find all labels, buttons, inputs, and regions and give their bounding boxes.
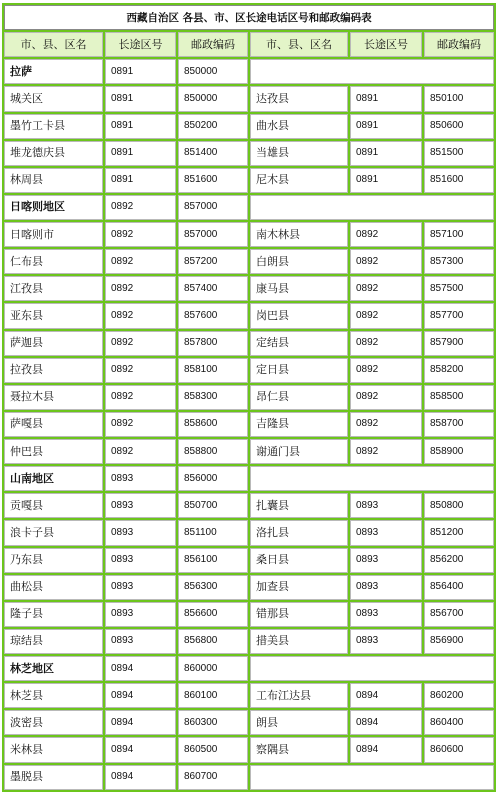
- zip-code: 858700: [424, 412, 494, 437]
- county-name: 扎囊县: [250, 493, 348, 518]
- county-name: 工布江达县: [250, 683, 348, 708]
- county-name: 洛扎县: [250, 520, 348, 545]
- county-name: 拉孜县: [4, 358, 103, 383]
- region-area-code: 0892: [105, 195, 176, 220]
- area-code: 0893: [105, 548, 176, 573]
- zip-code: 850600: [424, 114, 494, 139]
- area-code: 0893: [350, 520, 422, 545]
- blank-cell: [250, 195, 494, 220]
- zip-code: 850700: [178, 493, 248, 518]
- county-name: 林周县: [4, 168, 103, 193]
- zip-code: 860500: [178, 737, 248, 762]
- table-row: [4, 303, 494, 328]
- zip-code: 858300: [178, 385, 248, 410]
- zip-code: 860400: [424, 710, 494, 735]
- area-code: 0891: [105, 114, 176, 139]
- table-row: [4, 385, 494, 410]
- region-zip-code: 860000: [178, 656, 248, 681]
- region-name: 山南地区: [4, 466, 103, 491]
- area-code: 0894: [350, 710, 422, 735]
- table-row: [4, 412, 494, 437]
- county-name: 日喀则市: [4, 222, 103, 247]
- county-name: 康马县: [250, 276, 348, 301]
- county-name: 乃东县: [4, 548, 103, 573]
- zip-code: 856800: [178, 629, 248, 654]
- table-row: [4, 276, 494, 301]
- county-name: 琼结县: [4, 629, 103, 654]
- header-area-code-2: 长途区号: [350, 32, 422, 57]
- zip-code: 857500: [424, 276, 494, 301]
- area-code: 0893: [105, 493, 176, 518]
- area-code: 0891: [350, 114, 422, 139]
- county-name: 堆龙德庆县: [4, 141, 103, 166]
- area-code: 0891: [350, 141, 422, 166]
- region-zip-code: 857000: [178, 195, 248, 220]
- zip-code: 857200: [178, 249, 248, 274]
- area-code: 0892: [105, 222, 176, 247]
- county-name: 昂仁县: [250, 385, 348, 410]
- area-code: 0892: [350, 276, 422, 301]
- region-zip-code: 850000: [178, 59, 248, 84]
- zip-code: 858100: [178, 358, 248, 383]
- table-row: [4, 737, 494, 762]
- zip-code: 857800: [178, 331, 248, 356]
- zip-code: 856200: [424, 548, 494, 573]
- table-row: [4, 683, 494, 708]
- zip-code: 857100: [424, 222, 494, 247]
- region-name: 日喀则地区: [4, 195, 103, 220]
- county-name: 聂拉木县: [4, 385, 103, 410]
- area-code: 0893: [350, 629, 422, 654]
- area-code: 0892: [350, 358, 422, 383]
- zip-code: 857900: [424, 331, 494, 356]
- header-zip-code-2: 邮政编码: [424, 32, 494, 57]
- table-row: [4, 141, 494, 166]
- area-code: 0891: [350, 168, 422, 193]
- county-name: 岗巴县: [250, 303, 348, 328]
- region-row: [4, 195, 494, 220]
- zip-code: 856400: [424, 575, 494, 600]
- county-name: 曲松县: [4, 575, 103, 600]
- area-code: 0893: [105, 520, 176, 545]
- zip-code: 850200: [178, 114, 248, 139]
- table-row: [4, 249, 494, 274]
- area-code: 0892: [105, 385, 176, 410]
- zip-code: 860600: [424, 737, 494, 762]
- table-row: [4, 765, 494, 791]
- table-row: [4, 493, 494, 518]
- area-code: 0893: [105, 575, 176, 600]
- county-name: 当雄县: [250, 141, 348, 166]
- county-name: 朗县: [250, 710, 348, 735]
- area-code: 0892: [105, 358, 176, 383]
- county-name: 尼木县: [250, 168, 348, 193]
- area-code: 0892: [105, 439, 176, 464]
- zip-code: 851500: [424, 141, 494, 166]
- area-code: 0892: [105, 249, 176, 274]
- zip-code: 850800: [424, 493, 494, 518]
- region-area-code: 0893: [105, 466, 176, 491]
- blank-cell: [250, 656, 494, 681]
- area-code: 0894: [105, 765, 176, 791]
- area-code: 0892: [350, 412, 422, 437]
- county-name: 萨迦县: [4, 331, 103, 356]
- region-row: [4, 59, 494, 84]
- table-header-row: [4, 32, 494, 57]
- county-name: 仲巴县: [4, 439, 103, 464]
- table-row: [4, 602, 494, 627]
- area-code: 0892: [350, 222, 422, 247]
- county-name: 曲水县: [250, 114, 348, 139]
- zip-code: 856900: [424, 629, 494, 654]
- zip-code: 856600: [178, 602, 248, 627]
- table-row: [4, 168, 494, 193]
- zip-code: 857000: [178, 222, 248, 247]
- county-name: 定结县: [250, 331, 348, 356]
- area-code: 0892: [350, 303, 422, 328]
- table-row: [4, 358, 494, 383]
- county-name: 亚东县: [4, 303, 103, 328]
- table-row: [4, 114, 494, 139]
- county-name: 波密县: [4, 710, 103, 735]
- area-code: 0892: [350, 385, 422, 410]
- area-code: 0893: [350, 575, 422, 600]
- table-row: [4, 439, 494, 464]
- area-code: 0893: [350, 493, 422, 518]
- zip-code: 857600: [178, 303, 248, 328]
- area-code: 0892: [105, 412, 176, 437]
- zip-code: 858900: [424, 439, 494, 464]
- zip-code: 858500: [424, 385, 494, 410]
- header-zip-code-1: 邮政编码: [178, 32, 248, 57]
- region-zip-code: 856000: [178, 466, 248, 491]
- county-name: 墨竹工卡县: [4, 114, 103, 139]
- zip-code: 856300: [178, 575, 248, 600]
- area-code: 0891: [350, 86, 422, 111]
- county-name: 白朗县: [250, 249, 348, 274]
- zip-code: 851600: [424, 168, 494, 193]
- county-name: 城关区: [4, 86, 103, 111]
- blank-cell: [250, 466, 494, 491]
- area-code: 0892: [105, 276, 176, 301]
- blank-cell: [250, 59, 494, 84]
- table-row: [4, 629, 494, 654]
- table-row: [4, 222, 494, 247]
- table-row: [4, 710, 494, 735]
- area-code: 0893: [105, 602, 176, 627]
- zip-code: 850100: [424, 86, 494, 111]
- county-name: 隆子县: [4, 602, 103, 627]
- region-row: [4, 656, 494, 681]
- area-code: 0894: [350, 683, 422, 708]
- county-name: 南木林县: [250, 222, 348, 247]
- area-code: 0893: [105, 629, 176, 654]
- header-area-code-1: 长途区号: [105, 32, 176, 57]
- area-code: 0891: [105, 168, 176, 193]
- zip-code: 851600: [178, 168, 248, 193]
- zip-code: 857400: [178, 276, 248, 301]
- zip-code: 858600: [178, 412, 248, 437]
- zip-code: 860100: [178, 683, 248, 708]
- blank-cell: [250, 765, 494, 791]
- header-name-2: 市、县、区名: [250, 32, 348, 57]
- table-row: [4, 331, 494, 356]
- county-name: 墨脱县: [4, 765, 103, 791]
- area-code: 0894: [105, 737, 176, 762]
- county-name: 萨嘎县: [4, 412, 103, 437]
- zip-code: 858200: [424, 358, 494, 383]
- county-name: 江孜县: [4, 276, 103, 301]
- region-row: [4, 466, 494, 491]
- region-area-code: 0894: [105, 656, 176, 681]
- postal-code-table: [2, 3, 496, 792]
- county-name: 加查县: [250, 575, 348, 600]
- county-name: 贡嘎县: [4, 493, 103, 518]
- table-title-row: [4, 5, 494, 30]
- region-name: 林芝地区: [4, 656, 103, 681]
- area-code: 0894: [350, 737, 422, 762]
- area-code: 0894: [105, 683, 176, 708]
- area-code: 0892: [350, 439, 422, 464]
- zip-code: 858800: [178, 439, 248, 464]
- county-name: 桑日县: [250, 548, 348, 573]
- county-name: 米林县: [4, 737, 103, 762]
- zip-code: 857300: [424, 249, 494, 274]
- county-name: 林芝县: [4, 683, 103, 708]
- area-code: 0892: [105, 331, 176, 356]
- county-name: 仁布县: [4, 249, 103, 274]
- zip-code: 860700: [178, 765, 248, 791]
- county-name: 定日县: [250, 358, 348, 383]
- county-name: 达孜县: [250, 86, 348, 111]
- table-row: [4, 86, 494, 111]
- area-code: 0891: [105, 141, 176, 166]
- zip-code: 860300: [178, 710, 248, 735]
- zip-code: 856700: [424, 602, 494, 627]
- zip-code: 856100: [178, 548, 248, 573]
- area-code: 0894: [105, 710, 176, 735]
- county-name: 浪卡子县: [4, 520, 103, 545]
- area-code: 0892: [350, 331, 422, 356]
- header-name-1: 市、县、区名: [4, 32, 103, 57]
- region-name: 拉萨: [4, 59, 103, 84]
- zip-code: 860200: [424, 683, 494, 708]
- county-name: 措美县: [250, 629, 348, 654]
- table-row: [4, 575, 494, 600]
- table-row: [4, 520, 494, 545]
- region-area-code: 0891: [105, 59, 176, 84]
- table-title: 西藏自治区 各县、市、区长途电话区号和邮政编码表: [4, 5, 494, 30]
- area-code: 0892: [105, 303, 176, 328]
- zip-code: 851200: [424, 520, 494, 545]
- area-code: 0893: [350, 602, 422, 627]
- zip-code: 851100: [178, 520, 248, 545]
- area-code: 0891: [105, 86, 176, 111]
- zip-code: 857700: [424, 303, 494, 328]
- table-frame: [2, 3, 496, 792]
- zip-code: 850000: [178, 86, 248, 111]
- county-name: 谢通门县: [250, 439, 348, 464]
- table-row: [4, 548, 494, 573]
- county-name: 吉隆县: [250, 412, 348, 437]
- zip-code: 851400: [178, 141, 248, 166]
- area-code: 0893: [350, 548, 422, 573]
- area-code: 0892: [350, 249, 422, 274]
- county-name: 错那县: [250, 602, 348, 627]
- county-name: 察隅县: [250, 737, 348, 762]
